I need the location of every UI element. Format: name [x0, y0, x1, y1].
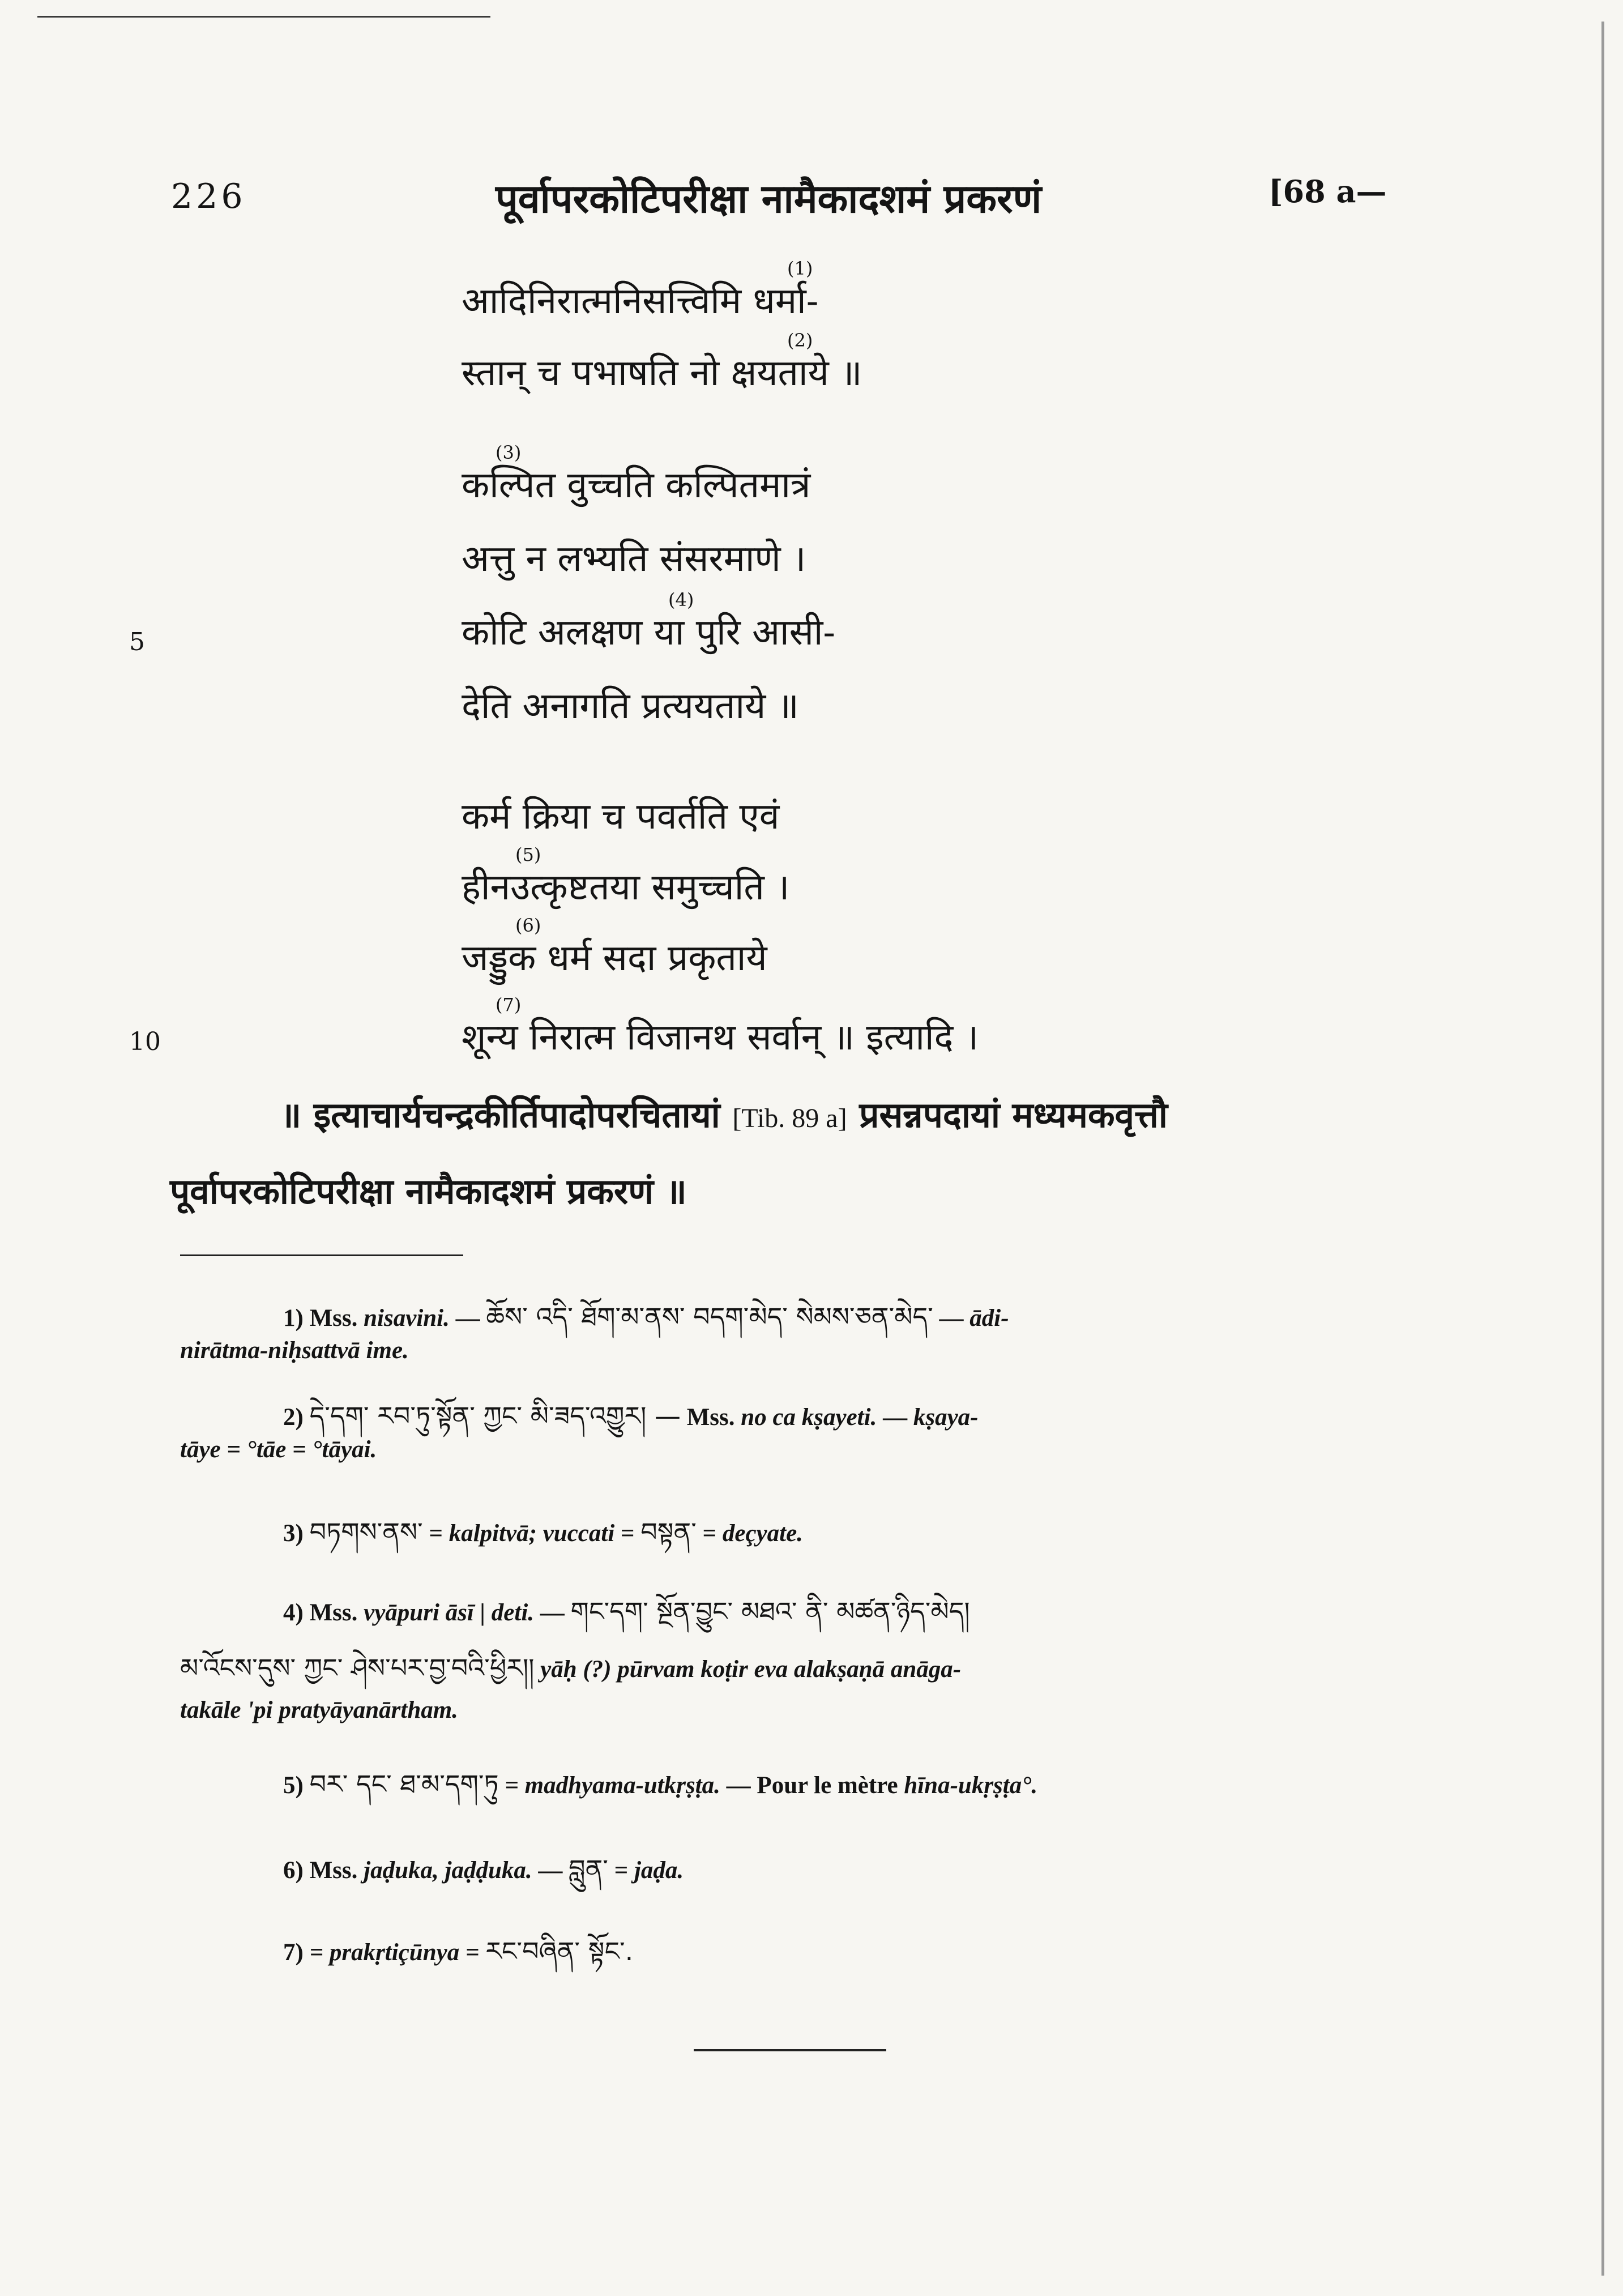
line-number-10: 10 [129, 1027, 161, 1056]
verse-line: (4) कोटि अलक्षण या पुरि आसी- [462, 589, 836, 654]
footnote-ref: (1) [787, 258, 813, 279]
footnote-ref: (3) [496, 442, 522, 463]
verse-line: (7) शून्य निरात्म विजानथ सर्वान् ॥ इत्यादि । [462, 994, 979, 1059]
running-title: पूर्वापरकोटिपरीक्षा नामैकादशमं प्रकरणं [496, 175, 1042, 222]
footnote-4-cont-2: takāle 'pi pratyāyanārtham. [180, 1697, 458, 1723]
verse-line: (2) स्तान् च पभाषति नो क्षयताये ॥ [462, 330, 862, 394]
footnote-4-cont: མ་འོངས་དུས་ ཀྱང་ ཤེས་པར་བྱ་བའི་ཕྱིར།། yāḥ (?) pūrvam koṭir eva alakṣaṇā anāga- [180, 1653, 962, 1683]
footnote-3: 3) བཏགས་ནས་ = kalpitvā; vuccati = བསྟན་ = deçyate. [283, 1517, 803, 1547]
colophon-line-2: पूर्वापरकोटिपरीक्षा नामैकादशमं प्रकरणं ॥ [170, 1171, 687, 1212]
verse-line: कर्म क्रिया च पवर्तति एवं [462, 796, 780, 838]
verse-line: (3) कल्पित वुच्चति कल्पितमात्रं [462, 442, 811, 506]
footnote-ref: (4) [668, 589, 694, 611]
footnote-ref: (6) [515, 915, 541, 936]
footnote-6: 6) Mss. jaḍuka, jaḍḍuka. — བླུན་ = jaḍa. [283, 1854, 684, 1884]
top-rule [37, 16, 490, 18]
verse-line: अत्तु न लभ्यति संसरमाणे । [462, 538, 806, 580]
folio-reference: [68 a— [1268, 173, 1387, 210]
tibetan-folio-ref: [Tib. 89 a] [732, 1103, 847, 1133]
footnote-2-cont: tāye = °tāe = °tāyai. [180, 1436, 377, 1463]
footnote-1-cont: nirātma-niḥsattvā ime. [180, 1337, 409, 1364]
colophon-line-1: ॥ इत्याचार्यचन्द्रकीर्तिपादोपरचितायां [Tib. 89 a] प्रसन्नपदायां मध्यमकवृत्तौ [280, 1094, 1168, 1136]
footnote-7: 7) = prakṛtiçūnya = རང་བཞིན་ སྟོང་. [283, 1936, 634, 1966]
footnote-ref: (2) [787, 330, 813, 351]
footnote-1: 1) Mss. nisavini. — ཆོས་ འདི་ ཐོག་མ་ནས་ བདག་མེད་ སེམས་ཅན་མེད་ — ādi- [283, 1301, 1009, 1332]
footnote-ref: (7) [496, 994, 522, 1015]
footnote-separator [180, 1254, 463, 1256]
footnote-5: 5) བར་ དང་ ཐ་མ་དག་ཏུ = madhyama-utkṛṣṭa. — Pour le mètre hīna-ukṛṣṭa°. [283, 1769, 1038, 1799]
footnote-ref: (5) [515, 844, 541, 865]
line-number-5: 5 [129, 628, 145, 656]
verse-line: (1) आदिनिरात्मनिसत्त्विमि धर्मा- [462, 258, 819, 322]
verse-line: (5) हीनउत्कृष्टतया समुच्चति । [462, 844, 790, 908]
end-rule [694, 2049, 886, 2051]
page-edge [1601, 22, 1604, 2276]
verse-line: (6) जड्डुक धर्म सदा प्रकृताये [462, 915, 767, 979]
verse-line: देति अनागति प्रत्ययताये ॥ [462, 685, 799, 727]
footnote-4: 4) Mss. vyāpuri āsī | deti. — གང་དག་ སྔོན་བྱུང་ མཐའ་ ནི་ མཚན་ཉིད་མེད། [283, 1596, 970, 1627]
page-number: 226 [171, 177, 246, 216]
footnote-2: 2) དེ་དག་ རབ་ཏུ་སྟོན་ ཀྱང་ མི་ཟད་འགྱུར། — Mss. no ca kṣayeti. — kṣaya- [283, 1401, 979, 1431]
